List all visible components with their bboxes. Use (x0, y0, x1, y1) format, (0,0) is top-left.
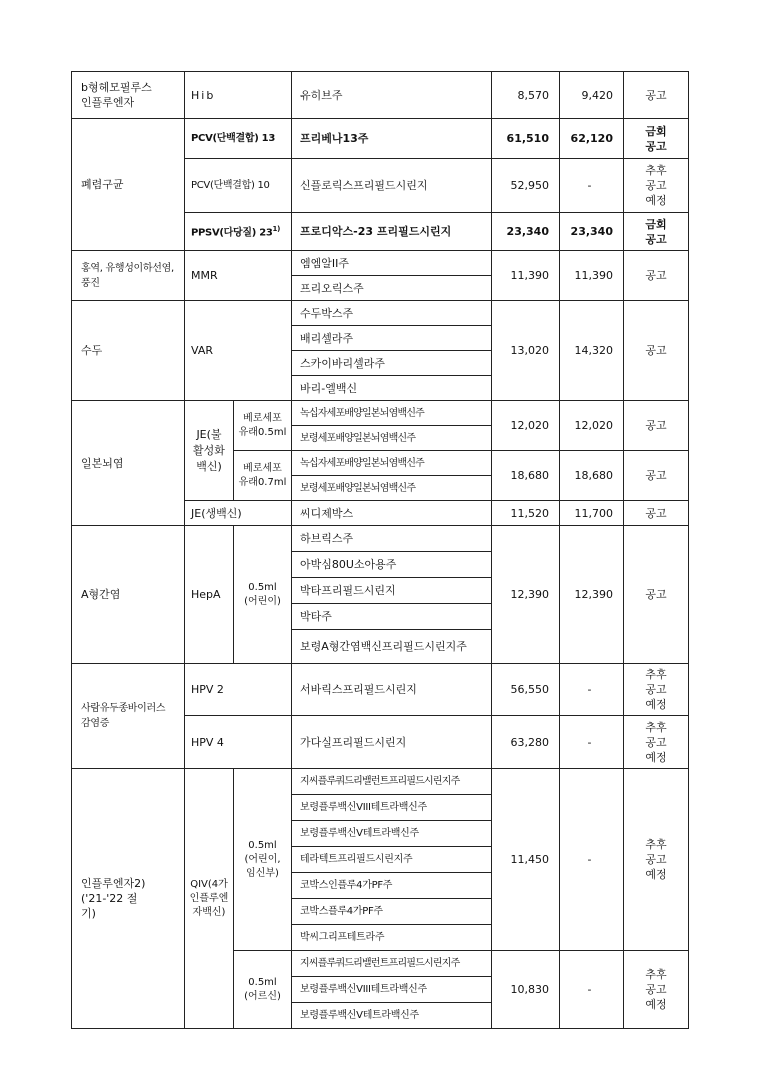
product-name: 프리베나13주 (292, 119, 492, 159)
price-a: 63,280 (492, 716, 560, 769)
price-a: 8,570 (492, 72, 560, 119)
vaccine-abbr: HepA (185, 526, 234, 664)
price-b: - (560, 716, 624, 769)
price-b: - (560, 769, 624, 951)
price-b: 62,120 (560, 119, 624, 159)
vaccine-abbr: PCV(단백결합) 13 (185, 119, 292, 159)
vaccine-spec: 0.5ml (어르신) (234, 951, 292, 1029)
product-name: 보령플루백신VIII테트라백신주 (292, 977, 492, 1003)
price-a: 10,830 (492, 951, 560, 1029)
announcement-note: 추후 공고 예정 (624, 664, 689, 716)
vaccine-spec: 0.5ml (어린이) (234, 526, 292, 664)
product-name: 코박스인플루4가PF주 (292, 873, 492, 899)
product-name: 수두박스주 (292, 301, 492, 326)
price-a: 11,390 (492, 251, 560, 301)
disease-name: 홍역, 유행성이하선염, 풍진 (72, 251, 185, 301)
price-a: 23,340 (492, 213, 560, 251)
vaccine-abbr: Hib (185, 72, 292, 119)
product-name: 배리셀라주 (292, 326, 492, 351)
price-b: 18,680 (560, 451, 624, 501)
price-a: 11,450 (492, 769, 560, 951)
vaccine-abbr: QIV(4가 인플루엔 자백신) (185, 769, 234, 1029)
table-row (72, 301, 689, 326)
vaccine-spec: 베로세포 유래0.7ml (234, 451, 292, 501)
product-name: 녹십자세포배양일본뇌염백신주 (292, 451, 492, 476)
product-name: 씨디제박스 (292, 501, 492, 526)
product-name: 테라텍트프리필드시린지주 (292, 847, 492, 873)
product-name: 스카이바리셀라주 (292, 351, 492, 376)
price-a: 11,520 (492, 501, 560, 526)
vaccine-abbr-text: PPSV(다당질) 23 (191, 227, 273, 239)
price-b: 14,320 (560, 301, 624, 401)
table-row (72, 72, 689, 119)
product-name: 보령세포배양일본뇌염백신주 (292, 426, 492, 451)
vaccine-spec: 베로세포 유래0.5ml (234, 401, 292, 451)
announcement-note: 공고 (624, 526, 689, 664)
product-name: 유히브주 (292, 72, 492, 119)
price-a: 12,390 (492, 526, 560, 664)
disease-name: 사람유두종바이러스 감염증 (72, 664, 185, 769)
product-name: 아박심80U소아용주 (292, 552, 492, 578)
price-b: - (560, 159, 624, 213)
disease-name: 일본뇌염 (72, 401, 185, 526)
vaccine-abbr: MMR (185, 251, 292, 301)
footnote-marker: 1) (272, 225, 281, 234)
table-row (72, 526, 689, 552)
table-row (72, 119, 689, 159)
announcement-note: 공고 (624, 401, 689, 451)
price-a: 61,510 (492, 119, 560, 159)
announcement-note: 추후 공고 예정 (624, 159, 689, 213)
vaccine-abbr: PCV(단백결합) 10 (185, 159, 292, 213)
product-name: 박타프리필드시린지 (292, 578, 492, 604)
table-row (72, 769, 689, 795)
product-name: 신플로릭스프리필드시린지 (292, 159, 492, 213)
price-a: 56,550 (492, 664, 560, 716)
product-name: 프로디악스-23 프리필드시린지 (292, 213, 492, 251)
product-name: 가다실프리필드시린지 (292, 716, 492, 769)
product-name: 보령플루백신V테트라백신주 (292, 1003, 492, 1029)
price-b: - (560, 951, 624, 1029)
announcement-note: 공고 (624, 301, 689, 401)
table-row (72, 664, 689, 716)
product-name: 보령플루백신V테트라백신주 (292, 821, 492, 847)
disease-name: b형헤모필루스 인플루엔자 (72, 72, 185, 119)
announcement-note: 금회 공고 (624, 119, 689, 159)
price-b: 9,420 (560, 72, 624, 119)
disease-name: 인플루엔자2) ('21-'22 절 기) (72, 769, 185, 1029)
product-name: 보령A형간염백신프리필드시린지주 (292, 630, 492, 664)
price-a: 18,680 (492, 451, 560, 501)
announcement-note: 공고 (624, 501, 689, 526)
announcement-note: 금회 공고 (624, 213, 689, 251)
vaccine-abbr: VAR (185, 301, 292, 401)
product-name: 지씨플루쿼드리밸런트프리필드시린지주 (292, 769, 492, 795)
announcement-note: 공고 (624, 451, 689, 501)
product-name: 지씨플루쿼드리밸런트프리필드시린지주 (292, 951, 492, 977)
disease-name: A형간염 (72, 526, 185, 664)
vaccine-abbr: JE(생백신) (185, 501, 292, 526)
price-b: - (560, 664, 624, 716)
vaccine-spec: 0.5ml (어린이, 임신부) (234, 769, 292, 951)
product-name: 보령플루백신VIII테트라백신주 (292, 795, 492, 821)
table-row (72, 401, 689, 426)
price-b: 11,390 (560, 251, 624, 301)
disease-name: 수두 (72, 301, 185, 401)
product-name: 서바릭스프리필드시린지 (292, 664, 492, 716)
price-a: 13,020 (492, 301, 560, 401)
vaccine-abbr (185, 213, 292, 251)
vaccine-abbr: JE(불 활성화 백신) (185, 401, 234, 501)
announcement-note: 추후 공고 예정 (624, 716, 689, 769)
product-name: 바리-엘백신 (292, 376, 492, 401)
product-name: 엠엠알II주 (292, 251, 492, 276)
price-a: 52,950 (492, 159, 560, 213)
product-name: 코박스플루4가PF주 (292, 899, 492, 925)
announcement-note: 추후 공고 예정 (624, 951, 689, 1029)
price-a: 12,020 (492, 401, 560, 451)
product-name: 박타주 (292, 604, 492, 630)
product-name: 보령세포배양일본뇌염백신주 (292, 476, 492, 501)
product-name: 녹십자세포배양일본뇌염백신주 (292, 401, 492, 426)
announcement-note: 공고 (624, 251, 689, 301)
price-b: 12,390 (560, 526, 624, 664)
table-row (72, 251, 689, 276)
disease-name: 폐렴구균 (72, 119, 185, 251)
product-name: 박씨그리프테트라주 (292, 925, 492, 951)
vaccine-price-table (71, 71, 689, 1029)
product-name: 하브릭스주 (292, 526, 492, 552)
price-b: 12,020 (560, 401, 624, 451)
price-b: 23,340 (560, 213, 624, 251)
announcement-note: 추후 공고 예정 (624, 769, 689, 951)
announcement-note: 공고 (624, 72, 689, 119)
product-name: 프리오릭스주 (292, 276, 492, 301)
vaccine-abbr: HPV 2 (185, 664, 292, 716)
price-b: 11,700 (560, 501, 624, 526)
vaccine-abbr: HPV 4 (185, 716, 292, 769)
